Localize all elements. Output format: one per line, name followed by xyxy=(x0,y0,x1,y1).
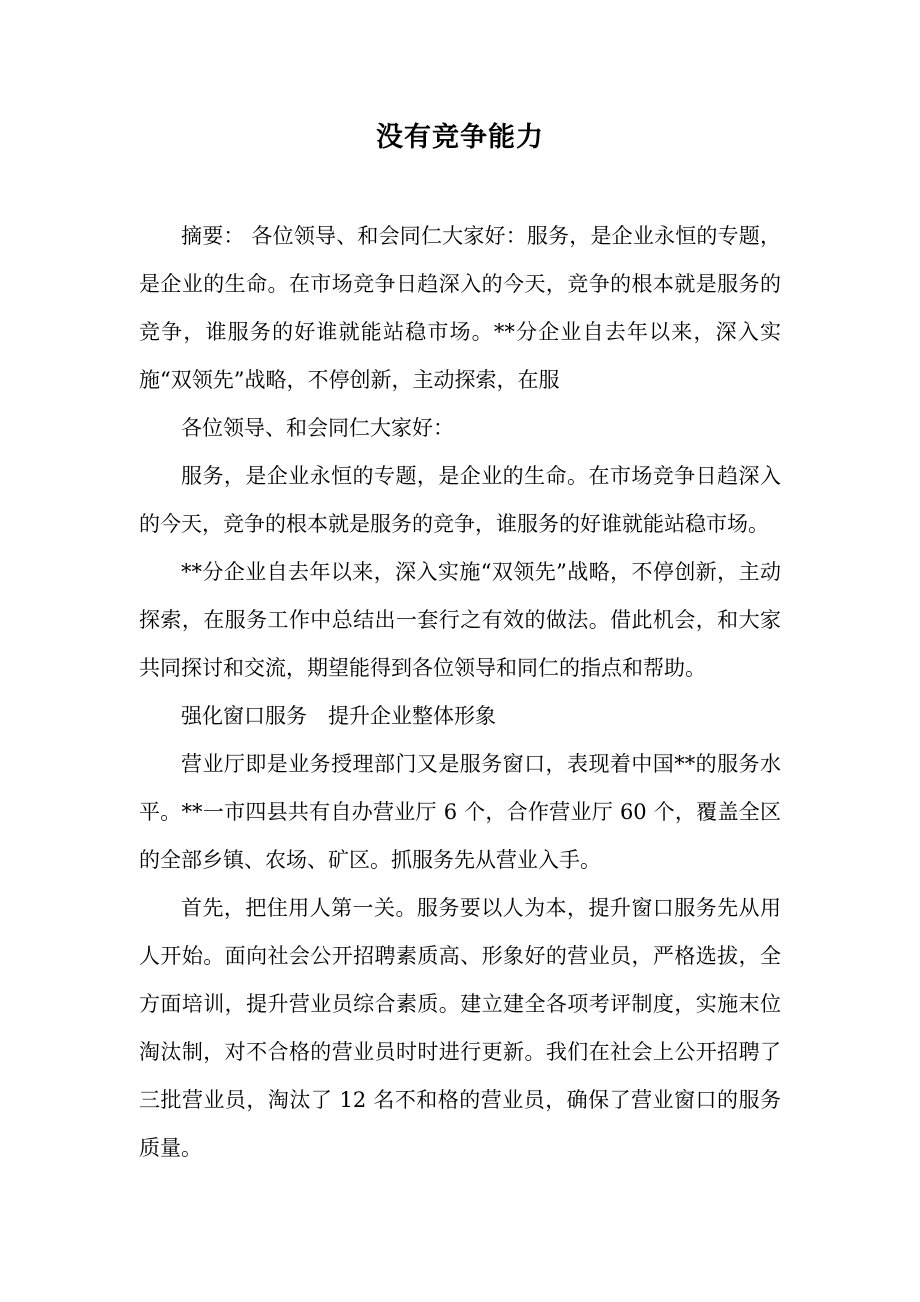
document-title: 没有竞争能力 xyxy=(376,122,544,153)
abstract-paragraph: 摘要： 各位领导、和会同仁大家好：服务，是企业永恒的专题，是企业的生命。在市场竞争日趋深入的今天，竞争的根本就是服务的竞争，谁服务的好谁就能站稳市场。**分企业自去年以来，深入实施“双领先”战略，不停创新，主动探索，在服 xyxy=(139,224,781,392)
section-heading: 强化窗口服务 提升企业整体形象 xyxy=(181,704,496,728)
body-paragraph: **分企业自去年以来，深入实施“双领先”战略，不停创新，主动探索，在服务工作中总结出一套行之有效的做法。借此机会，和大家共同探讨和交流，期望能得到各位领导和同仁的指点和帮助。 xyxy=(139,560,781,680)
document-body xyxy=(139,212,781,1172)
greeting-paragraph: 各位领导、和会同仁大家好： xyxy=(181,416,454,440)
body-paragraph: 营业厅即是业务授理部门又是服务窗口，表现着中国**的服务水平。**一市四县共有自办营业厅 6 个，合作营业厅 60 个，覆盖全区的全部乡镇、农场、矿区。抓服务先从营业入手。 xyxy=(139,752,781,872)
body-paragraph: 首先，把住用人第一关。服务要以人为本，提升窗口服务先从用人开始。面向社会公开招聘素质高、形象好的营业员，严格选拔，全方面培训，提升营业员综合素质。建立建全各项考评制度，实施末位淘汰制，对不合格的营业员时时进行更新。我们在社会上公开招聘了三批营业员，淘汰了 12 名不和格的营业员，确保了营业窗口的服务质量。 xyxy=(139,896,781,1160)
body-paragraph: 服务，是企业永恒的专题，是企业的生命。在市场竞争日趋深入的今天，竞争的根本就是服务的竞争，谁服务的好谁就能站稳市场。 xyxy=(139,464,781,536)
